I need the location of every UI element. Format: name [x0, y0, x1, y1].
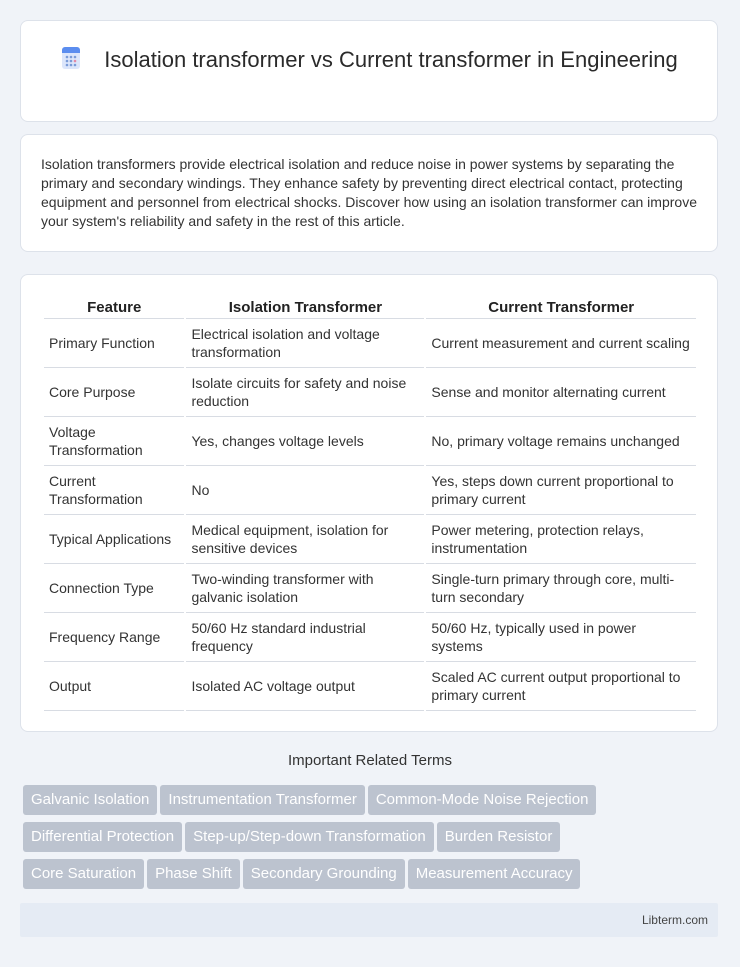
cell-feature: Typical Applications: [44, 515, 184, 564]
table-row: [44, 319, 696, 368]
cell-current: Sense and monitor alternating current: [426, 368, 696, 417]
table-row: [44, 662, 696, 711]
table-row: [44, 466, 696, 515]
document-icon: [60, 46, 82, 70]
cell-current: Yes, steps down current proportional to primary current: [426, 466, 696, 515]
cell-current: 50/60 Hz, typically used in power systems: [426, 613, 696, 662]
cell-feature: Current Transformation: [44, 466, 184, 515]
table-row: [44, 564, 696, 613]
related-term-tag[interactable]: Secondary Grounding: [243, 859, 405, 889]
related-term-tag[interactable]: Differential Protection: [23, 822, 182, 852]
related-term-tag[interactable]: Galvanic Isolation: [23, 785, 157, 815]
cell-isolation: Isolated AC voltage output: [186, 662, 424, 711]
table-row: [44, 368, 696, 417]
related-term-tag[interactable]: Instrumentation Transformer: [160, 785, 364, 815]
related-terms-list: [23, 785, 703, 896]
related-term-tag[interactable]: Step-up/Step-down Transformation: [185, 822, 434, 852]
cell-isolation: Medical equipment, isolation for sensitive devices: [186, 515, 424, 564]
cell-isolation: Yes, changes voltage levels: [186, 417, 424, 466]
cell-feature: Core Purpose: [44, 368, 184, 417]
site-credit-link[interactable]: Libterm.com: [641, 913, 708, 927]
header-isolation-transformer: Isolation Transformer: [186, 296, 424, 319]
intro-paragraph: Isolation transformers provide electrical isolation and reduce noise in power systems by separating the primary and secondary windings. They enhance safety by preventing direct electrical contact, protecting equipment and personnel from electrical shocks. Discover how using an isolation transformer can improve your system's reliability and safety in the rest of this article.: [41, 156, 697, 229]
cell-isolation: Isolate circuits for safety and noise reduction: [186, 368, 424, 417]
cell-feature: Voltage Transformation: [44, 417, 184, 466]
cell-current: Scaled AC current output proportional to primary current: [426, 662, 696, 711]
header-current-transformer: Current Transformer: [426, 296, 696, 319]
table-row: [44, 613, 696, 662]
cell-isolation: No: [186, 466, 424, 515]
cell-current: Single-turn primary through core, multi-turn secondary: [426, 564, 696, 613]
table-header-row: [44, 296, 696, 319]
table-row: [44, 515, 696, 564]
cell-isolation: 50/60 Hz standard industrial frequency: [186, 613, 424, 662]
cell-feature: Primary Function: [44, 319, 184, 368]
cell-feature: Connection Type: [44, 564, 184, 613]
table-row: [44, 417, 696, 466]
related-term-tag[interactable]: Core Saturation: [23, 859, 144, 889]
related-term-tag[interactable]: Common-Mode Noise Rejection: [368, 785, 597, 815]
cell-isolation: Electrical isolation and voltage transformation: [186, 319, 424, 368]
related-term-tag[interactable]: Measurement Accuracy: [408, 859, 581, 889]
cell-feature: Output: [44, 662, 184, 711]
cell-current: No, primary voltage remains unchanged: [426, 417, 696, 466]
related-terms-heading: Important Related Terms: [288, 752, 452, 769]
title-text: Isolation transformer vs Current transformer in Engineering: [104, 47, 678, 72]
related-term-tag[interactable]: Phase Shift: [147, 859, 240, 889]
cell-isolation: Two-winding transformer with galvanic isolation: [186, 564, 424, 613]
cell-feature: Frequency Range: [44, 613, 184, 662]
intro-card: [20, 134, 718, 252]
related-term-tag[interactable]: Burden Resistor: [437, 822, 561, 852]
header-feature: Feature: [44, 296, 184, 319]
comparison-table: [42, 296, 698, 711]
comparison-table-card: [20, 274, 718, 732]
header-card: [20, 20, 718, 122]
cell-current: Current measurement and current scaling: [426, 319, 696, 368]
footer: [20, 903, 718, 937]
cell-current: Power metering, protection relays, instrumentation: [426, 515, 696, 564]
page-title: [21, 45, 717, 74]
